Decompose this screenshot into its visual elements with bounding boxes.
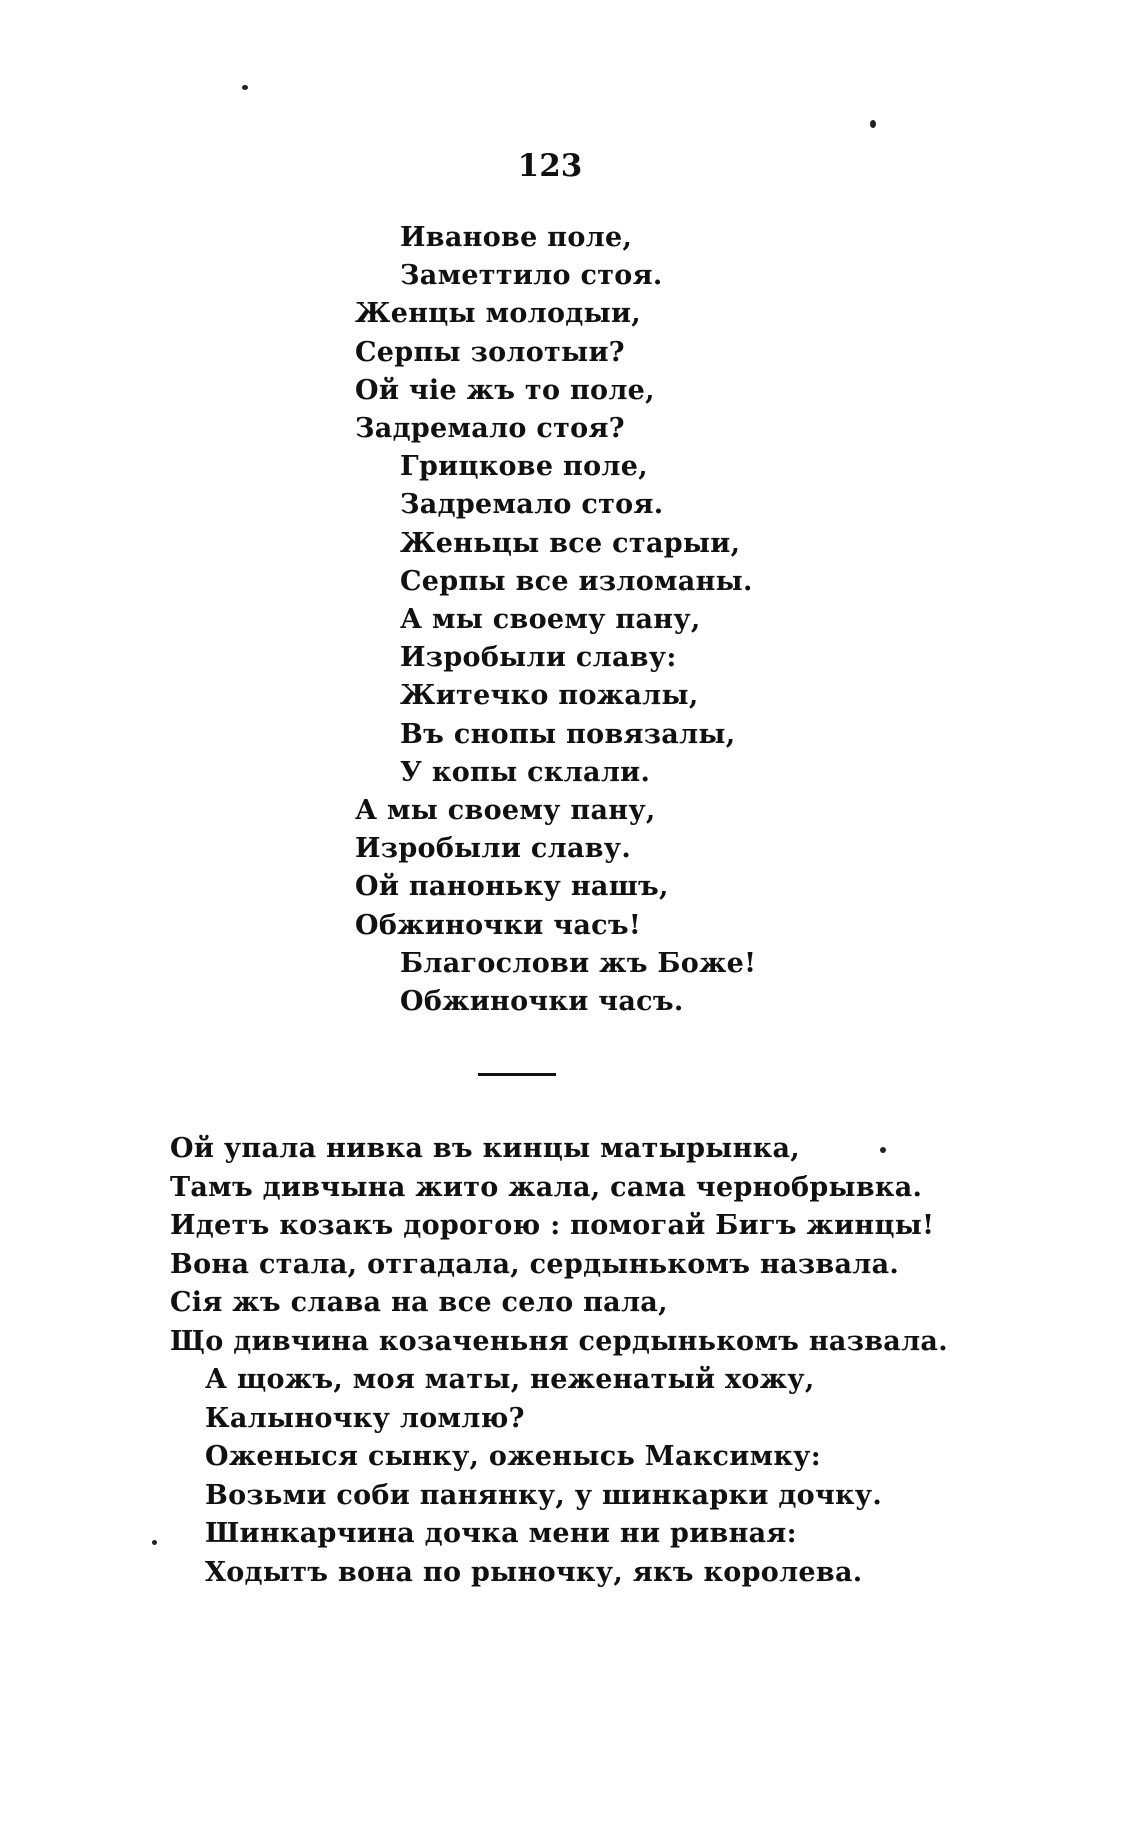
poem-line: Вона стала, отгадала, сердынькомъ назвала.: [170, 1248, 900, 1280]
poem-line: А щожъ, моя маты, неженатый хожу,: [205, 1364, 815, 1395]
scan-speck: [880, 1147, 886, 1153]
poem-line: Обжиночки часъ.: [400, 986, 684, 1017]
poem-line: Шинкарчина дочка мени ни ривная:: [205, 1518, 797, 1549]
poem-line: Задремало стоя?: [355, 413, 625, 444]
page-number: 123: [517, 148, 583, 184]
poem-line: Калыночку ломлю?: [205, 1402, 525, 1434]
poem-line: Серпы все изломаны.: [400, 565, 753, 597]
poem-line: Ой чіе жъ то поле,: [355, 374, 655, 406]
poem-line: Ходытъ вона по рыночку, якъ королева.: [205, 1556, 863, 1588]
scan-speck: [870, 120, 876, 128]
poem-line: Задремало стоя.: [400, 489, 664, 521]
poem-line: Грицкове поле,: [400, 451, 648, 483]
poem-line: Тамъ дивчына жито жала, сама чернобрывка.: [170, 1171, 923, 1203]
poem-line: А мы своему пану,: [355, 795, 656, 826]
poem-line: Благослови жъ Боже!: [400, 947, 757, 979]
poem-line: Женцы молодыи,: [355, 298, 641, 330]
poem-line: Изробыли славу:: [400, 642, 677, 674]
poem-line: Сія жъ слава на все село пала,: [170, 1287, 668, 1318]
poem-line: Ой паноньку нашъ,: [355, 871, 669, 903]
poem-line: Серпы золотыи?: [355, 336, 625, 368]
poem-line: Житечко пожалы,: [400, 680, 699, 712]
poem-line: Возьми соби панянку, у шинкарки дочку.: [205, 1479, 883, 1511]
scan-speck: [152, 1540, 157, 1545]
poem-line: Изробыли славу.: [355, 833, 632, 865]
poem-line: Обжиночки часъ!: [355, 909, 642, 941]
poem-line: Заметтило стоя.: [400, 260, 663, 292]
poem-line: Оженыся сынку, оженысь Максимку:: [205, 1441, 822, 1472]
poem-line: Иванове поле,: [400, 222, 633, 253]
poem-line: Що дивчина козаченьня сердынькомъ назвала.: [170, 1325, 948, 1357]
poem-line: А мы своему пану,: [400, 604, 701, 635]
poem-line: Идетъ козакъ дорогою : помогай Бигъ жинцы!: [170, 1210, 935, 1241]
poem-line: У копы склали.: [400, 756, 651, 788]
poem-line: Ой упала нивка въ кинцы матырынка,: [170, 1133, 800, 1164]
scan-speck: [242, 85, 248, 90]
poem-line: Въ снопы повязалы,: [400, 718, 736, 750]
poem-line: Женьцы все старыи,: [400, 527, 741, 559]
section-divider: [478, 1073, 556, 1076]
